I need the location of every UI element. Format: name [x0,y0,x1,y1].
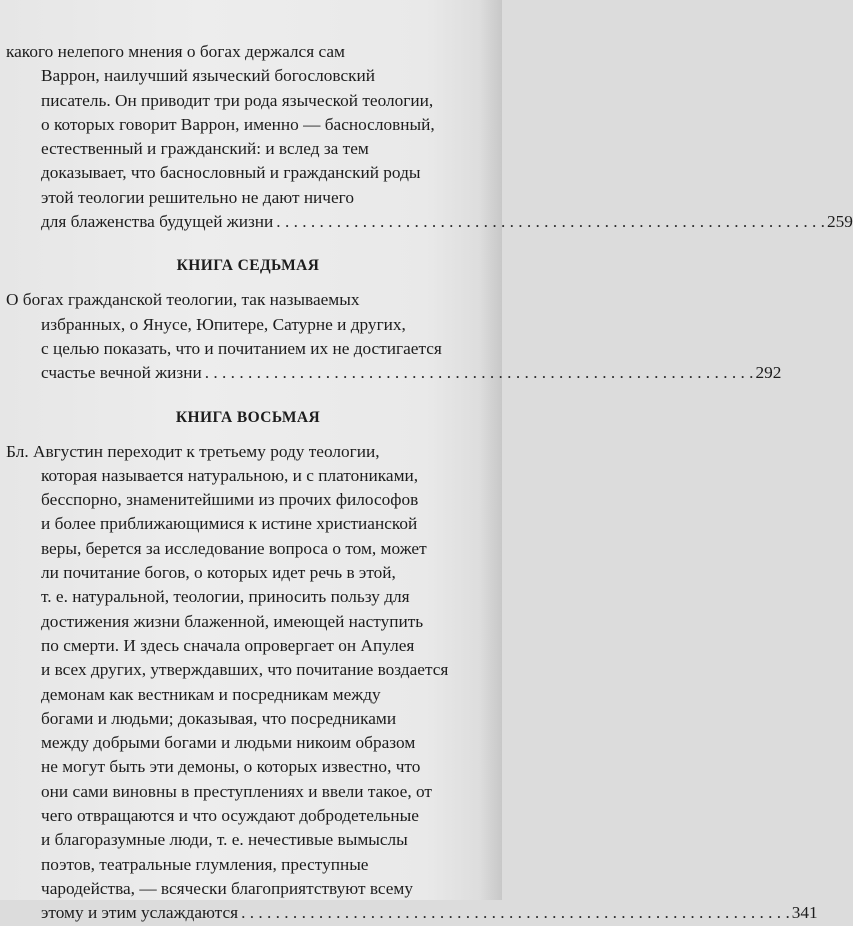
text-line-with-page [6,361,782,385]
dot-leader [276,210,825,234]
text-line: Варрон, наилучший языческий богословский [41,66,376,86]
dot-leader [241,901,790,925]
text-line: и более приближающимися к истине христианской [41,514,418,534]
toc-entry-book-8 [6,440,818,926]
text-line: избранных, о Янусе, Юпитере, Сатурне и других, [41,314,406,334]
text-line: доказывает, что баснословный и гражданский роды [41,163,421,183]
book-heading: КНИГА СЕДЬМАЯ [176,257,320,275]
entry-text [6,40,853,234]
page-edge-shadow [480,0,502,900]
text-line: чего отвращаются и что осуждают добродетельные [41,806,419,826]
text-line: они сами виновны в преступлениях и ввели такое, от [41,781,432,801]
text-line: О богах гражданской теологии, так называемых [6,290,360,310]
page-number: 341 [791,903,818,923]
text-line: по смерти. И здесь сначала опровергает он Апулея [41,635,415,655]
toc-entry-book-7 [6,288,782,385]
text-line: ли почитание богов, о которых идет речь в этой, [41,563,396,583]
toc-entry-book-6 [6,40,853,234]
text-line: бесспорно, знаменитейшими из прочих философов [41,490,419,510]
text-line: поэтов, театральные глумления, преступные [41,854,369,874]
text-line: о которых говорит Варрон, именно — баснословный, [41,114,435,134]
text-line: чародейства, — всячески благоприятствуют всему [41,878,414,898]
text-line: счастье вечной жизни [41,363,202,383]
text-line-with-page [6,901,818,925]
text-line: этому и этим услаждаются [41,903,239,923]
page-number: 259 [826,212,853,232]
entry-text [6,288,782,385]
text-line: для блаженства будущей жизни [41,212,274,232]
text-line-with-page [6,210,853,234]
text-line: какого нелепого мнения о богах держался сам [6,42,345,61]
page-number: 292 [755,363,782,383]
text-line: веры, берется за исследование вопроса о том, может [41,538,427,558]
entry-text [6,440,818,926]
text-line: демонам как вестникам и посредникам между [41,684,381,704]
text-line: естественный и гражданский: и вслед за тем [41,139,369,159]
table-of-contents [6,40,853,926]
text-line: т. е. натуральной, теологии, приносить пользу для [41,587,410,607]
dot-leader [205,361,754,385]
text-line: и благоразумные люди, т. е. нечестивые вымыслы [41,830,408,850]
text-line: писатель. Он приводит три рода языческой теологии, [41,90,434,110]
text-line: между добрыми богами и людьми никоим образом [41,733,416,753]
text-line: не могут быть эти демоны, о которых известно, что [41,757,421,777]
text-line: богами и людьми; доказывая, что посредниками [41,708,397,728]
text-line: Бл. Августин переходит к третьему роду теологии, [6,441,380,461]
text-line: и всех других, утверждавших, что почитание воздается [41,660,449,680]
text-line: с целью показать, что и почитанием их не достигается [41,338,442,358]
text-line: достижения жизни блаженной, имеющей наступить [41,611,424,631]
book-heading: КНИГА ВОСЬМАЯ [175,408,321,426]
text-line: которая называется натуральною, и с платониками, [41,465,419,485]
text-line: этой теологии решительно не дают ничего [41,187,354,207]
